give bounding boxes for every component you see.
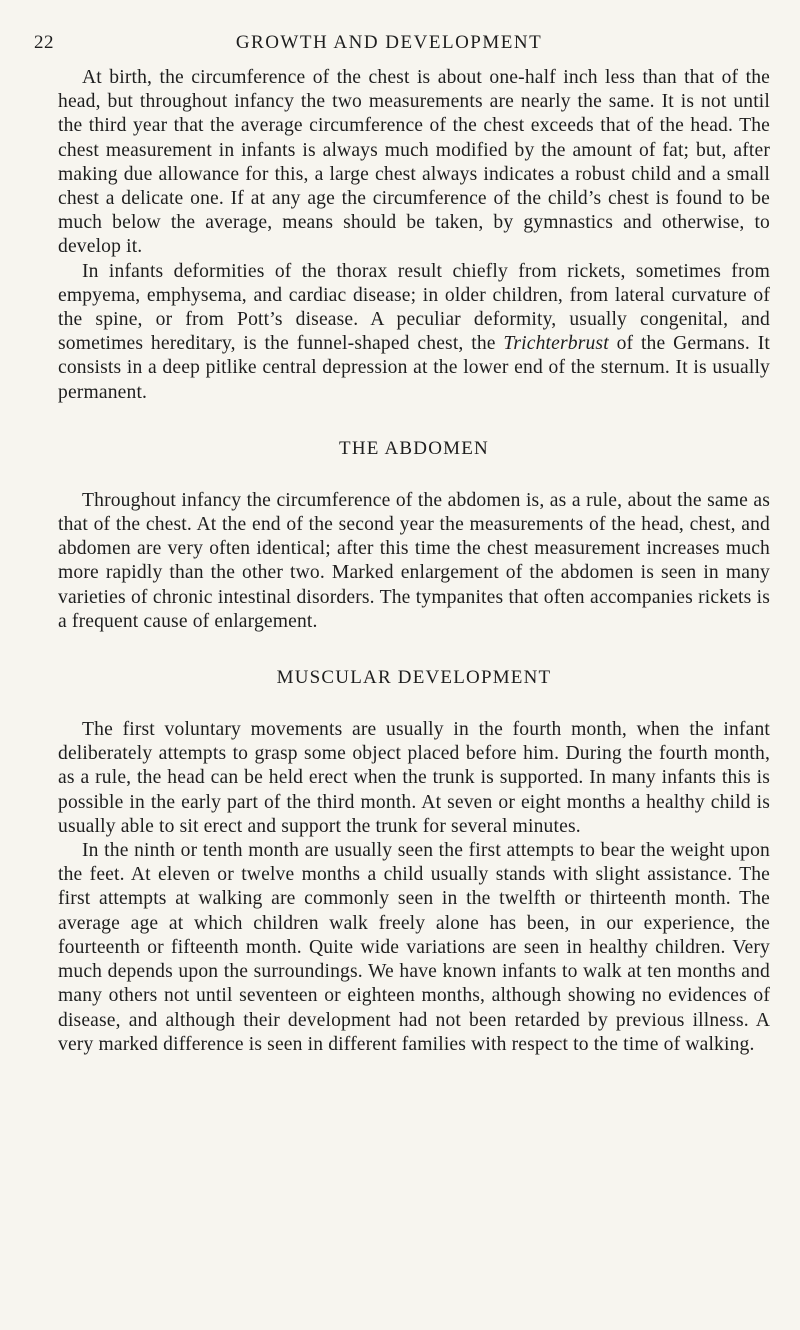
page-body: [58, 66, 770, 1057]
muscular-development-heading: MUSCULAR DEVELOPMENT: [276, 667, 552, 689]
abdomen-heading: THE ABDOMEN: [339, 437, 489, 459]
page-header: [34, 32, 744, 56]
abdomen-paragraph: Throughout infancy the circumference of the abdomen is, as a rule, about the same as that of the chest. At the end of the second year the measurements of the head, chest, and abdomen are very often identical; after this time the chest measurement increases much more rapidly than the other two. Marked enlargement of the abdomen is seen in many varieties of chronic intestinal disorders. The tympanites that often accompanies rickets is a frequent cause of enlargement.: [58, 489, 770, 632]
chest-paragraph-2-text-a: In infants deformities of the thorax result chiefly from rickets, sometimes from empyema, emphysema, and cardiac disease; in older children, from lateral curvature of the spine, or from Pott’s disease. A peculiar deformity, usually congenital, and sometimes hereditary, is the funnel-shaped chest, the: [58, 260, 770, 355]
chest-paragraph-2-text-b: of the Germans. It consists in a deep pitlike central depression at the lower end of the sternum. It is usually permanent.: [58, 333, 770, 403]
chest-paragraph-2: [58, 260, 770, 405]
running-head: GROWTH AND DEVELOPMENT: [235, 32, 543, 53]
trichterbrust-term: Trichterbrust: [503, 333, 609, 355]
muscular-paragraph-2: In the ninth or tenth month are usually seen the first attempts to bear the weight upon the feet. At eleven or twelve months a child usually stands with slight assistance. The first attempts at walking are commonly seen in the twelfth or thirteenth month. The average age at which children walk freely alone has been, in our experience, the fourteenth or fifteenth month. Quite wide variations are seen in healthy children. Very much depends upon the surroundings. We have known infants to walk at ten months and many others not until seventeen or eighteen months, although showing no evidences of disease, and although their development had not been retarded by previous illness. A very marked difference is seen in different families with respect to the time of walking.: [58, 840, 770, 1055]
chest-paragraph-1: At birth, the circumference of the chest is about one-half inch less than that of the head, but throughout infancy the two measurements are nearly the same. It is not until the third year that the average circumference of the chest exceeds that of the head. The chest measurement in infants is always much modified by the amount of fat; but, after making due allowance for this, a large chest always indicates a robust child and a small chest a delicate one. If at any age the circumference of the child’s chest is found to be much below the average, means should be taken, by gymnastics and otherwise, to develop it.: [58, 67, 770, 258]
page-number: 22: [34, 32, 54, 53]
muscular-paragraph-1: The first voluntary movements are usually in the fourth month, when the infant deliberately attempts to grasp some object placed before him. During the fourth month, as a rule, the head can be held erect when the trunk is supported. In many infants this is possible in the early part of the third month. At seven or eight months a healthy child is usually able to sit erect and support the trunk for several minutes.: [58, 719, 770, 837]
